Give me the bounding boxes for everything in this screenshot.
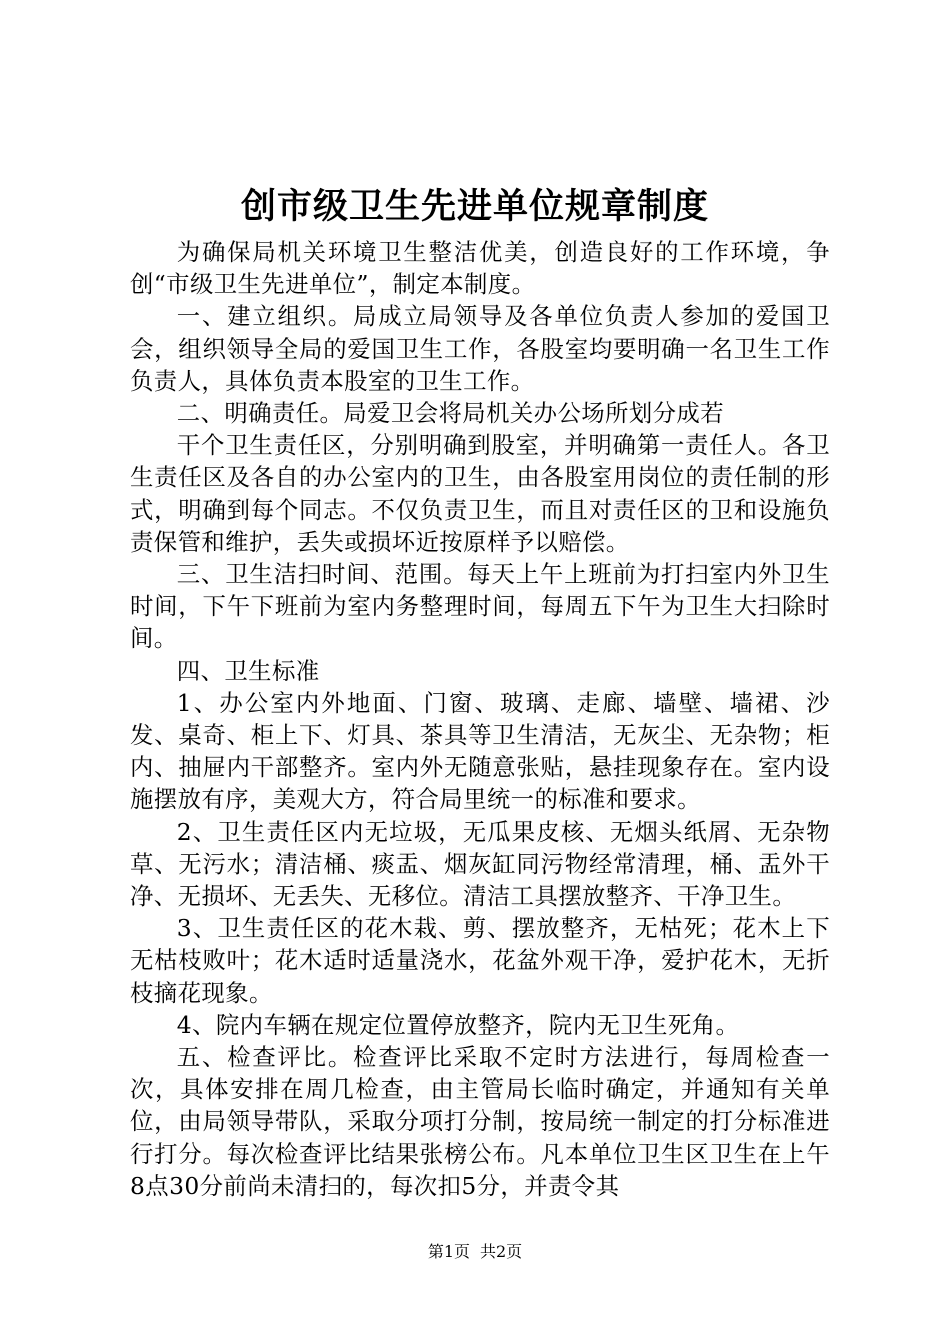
page-number: 第1页 [427, 1242, 470, 1261]
page-footer [0, 1240, 950, 1264]
paragraph-section-1: 一、建立组织。局成立局领导及各单位负责人参加的爱国卫会，组织领导全局的爱国卫生工作，各股室均要明确一名卫生工作负责人，具体负责本股室的卫生工作。 [130, 302, 830, 395]
paragraph-standard-2: 2、卫生责任区内无垃圾，无瓜果皮核、无烟头纸屑、无杂物草、无污水；清洁桶、痰盂、烟灰缸同污物经常清理，桶、盂外干净、无损坏、无丢失、无移位。清洁工具摆放整齐、干净卫生。 [130, 817, 830, 911]
paragraph-section-2: 二、明确责任。局爱卫会将局机关办公场所划分成若 [176, 399, 724, 428]
page-total: 共2页 [480, 1242, 523, 1261]
paragraph-section-4-heading: 四、卫生标准 [176, 656, 320, 685]
document-title: 创市级卫生先进单位规章制度 [240, 186, 709, 227]
paragraph-standard-3: 3、卫生责任区的花木栽、剪、摆放整齐，无枯死；花木上下无枯枝败叶；花木适时适量浇水，花盆外观干净，爱护花木，无折枝摘花现象。 [130, 914, 830, 1007]
paragraph-section-3: 三、卫生洁扫时间、范围。每天上午上班前为打扫室内外卫生时间，下午下班前为室内务整理时间，每周五下午为卫生大扫除时间。 [130, 560, 830, 653]
paragraph-standard-1: 1、办公室内外地面、门窗、玻璃、走廊、墙壁、墙裙、沙发、桌奇、柜上下、灯具、茶具等卫生清洁，无灰尘、无杂物；柜内、抽屉内干部整齐。室内外无随意张贴，悬挂现象存在。室内设施摆放有序，美观大方，符合局里统一的标准和要求。 [130, 688, 830, 814]
document-body [130, 236, 830, 1202]
paragraph-standard-4: 4、院内车辆在规定位置停放整齐，院内无卫生死角。 [176, 1010, 740, 1039]
paragraph-intro: 为确保局机关环境卫生整洁优美，创造良好的工作环境，争创“市级卫生先进单位”，制定本制度。 [130, 238, 830, 299]
paragraph-section-5: 五、检查评比。检查评比采取不定时方法进行，每周检查一次，具体安排在周几检查，由主管局长临时确定，并通知有关单位，由局领导带队，采取分项打分制，按局统一制定的打分标准进行打分。每次检查评比结果张榜公布。凡本单位卫生区卫生在上午8点30分前尚未清扫的，每次扣5分，并责令其 [130, 1043, 830, 1200]
paragraph-section-2-continued: 干个卫生责任区，分别明确到股室，并明确第一责任人。各卫生责任区及各自的办公室内的卫生，由各股室用岗位的责任制的形式，明确到每个同志。不仅负责卫生，而且对责任区的卫和设施负责保管和维护，丢失或损坏近按原样予以赔偿。 [130, 431, 830, 556]
